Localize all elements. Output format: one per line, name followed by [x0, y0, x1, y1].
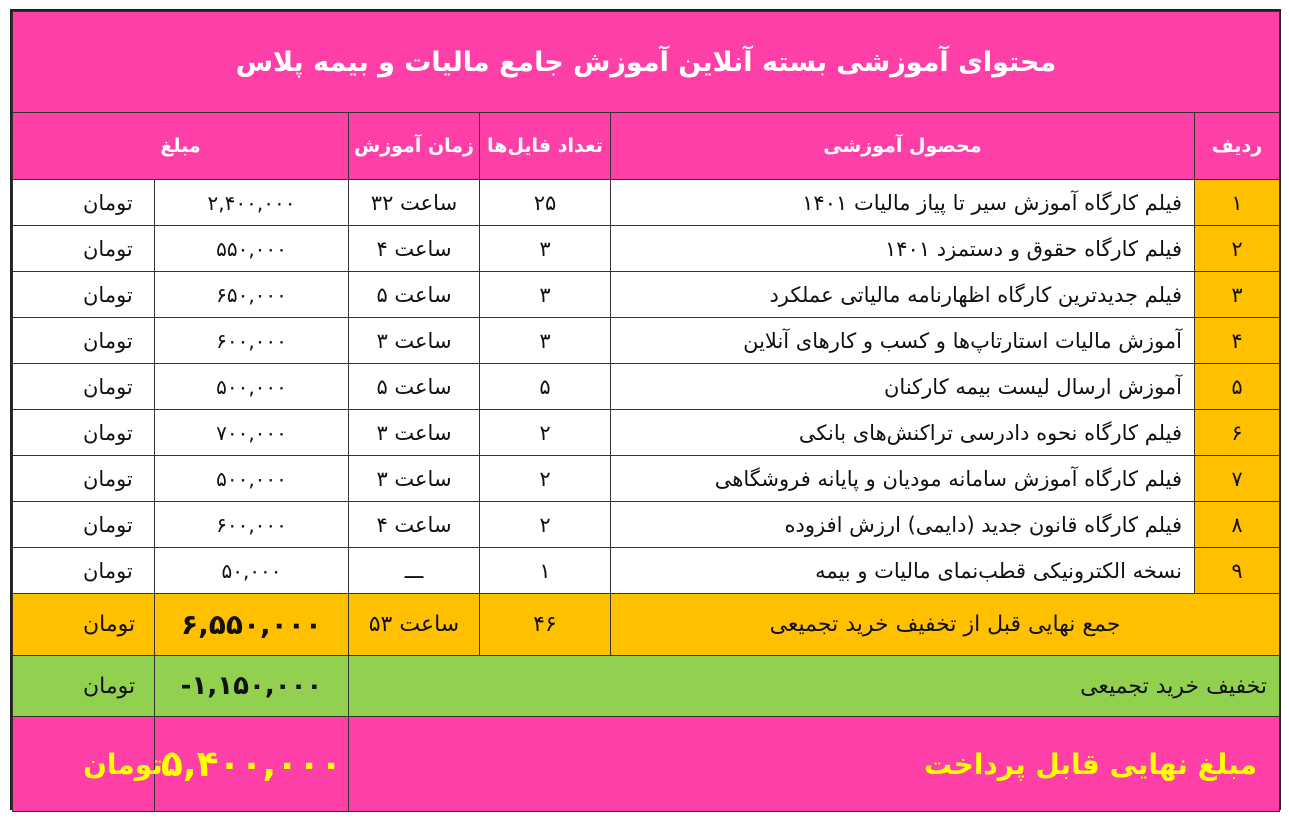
final-label: مبلغ نهایی قابل پرداخت [349, 717, 1280, 812]
table-row [13, 226, 1280, 272]
row-price: ۵۰,۰۰۰ [155, 548, 349, 594]
row-radif: ۴ [1195, 318, 1280, 364]
price-table [12, 11, 1280, 812]
row-currency: تومان [13, 502, 155, 548]
table-row [13, 502, 1280, 548]
row-price: ۲,۴۰۰,۰۰۰ [155, 180, 349, 226]
row-radif: ۶ [1195, 410, 1280, 456]
row-duration: ۳ ساعت [349, 318, 480, 364]
row-product: فیلم جدیدترین کارگاه اظهارنامه مالیاتی عملکرد [611, 272, 1195, 318]
row-duration: ۳ ساعت [349, 410, 480, 456]
row-files: ۲ [480, 456, 611, 502]
row-duration: ۵ ساعت [349, 272, 480, 318]
row-product: آموزش مالیات استارتاپ‌ها و کسب و کارهای آنلاین [611, 318, 1195, 364]
row-currency: تومان [13, 456, 155, 502]
table-row [13, 364, 1280, 410]
row-files: ۵ [480, 364, 611, 410]
row-price: ۶۰۰,۰۰۰ [155, 318, 349, 364]
row-files: ۲۵ [480, 180, 611, 226]
row-product: فیلم کارگاه حقوق و دستمزد ۱۴۰۱ [611, 226, 1195, 272]
row-product: فیلم کارگاه قانون جدید (دایمی) ارزش افزوده [611, 502, 1195, 548]
discount-row [13, 656, 1280, 717]
row-radif: ۱ [1195, 180, 1280, 226]
header-radif: ردیف [1195, 113, 1280, 180]
row-product: فیلم کارگاه آموزش سیر تا پیاز مالیات ۱۴۰۱ [611, 180, 1195, 226]
row-radif: ۲ [1195, 226, 1280, 272]
row-currency: تومان [13, 410, 155, 456]
row-price: ۷۰۰,۰۰۰ [155, 410, 349, 456]
summary-price: ۶,۵۵۰,۰۰۰ [155, 594, 349, 656]
table-row [13, 548, 1280, 594]
row-radif: ۸ [1195, 502, 1280, 548]
header-files: تعداد فایل‌ها [480, 113, 611, 180]
row-price: ۶۰۰,۰۰۰ [155, 502, 349, 548]
discount-label: تخفیف خرید تجمیعی [349, 656, 1280, 717]
summary-row [13, 594, 1280, 656]
table-row [13, 180, 1280, 226]
header-product: محصول آموزشی [611, 113, 1195, 180]
row-files: ۳ [480, 226, 611, 272]
row-currency: تومان [13, 226, 155, 272]
table-row [13, 456, 1280, 502]
row-radif: ۷ [1195, 456, 1280, 502]
row-product: فیلم کارگاه نحوه دادرسی تراکنش‌های بانکی [611, 410, 1195, 456]
row-files: ۳ [480, 318, 611, 364]
table-row [13, 318, 1280, 364]
row-radif: ۵ [1195, 364, 1280, 410]
row-radif: ۹ [1195, 548, 1280, 594]
row-duration: ۴ ساعت [349, 226, 480, 272]
row-product: فیلم کارگاه آموزش سامانه مودیان و پایانه فروشگاهی [611, 456, 1195, 502]
table-title: محتوای آموزشی بسته آنلاین آموزش جامع مالیات و بیمه پلاس [13, 12, 1280, 113]
row-price: ۵۵۰,۰۰۰ [155, 226, 349, 272]
summary-label: جمع نهایی قبل از تخفیف خرید تجمیعی [611, 594, 1280, 656]
row-duration: ۵ ساعت [349, 364, 480, 410]
header-duration: زمان آموزش [349, 113, 480, 180]
discount-currency: تومان [13, 656, 155, 717]
summary-currency: تومان [13, 594, 155, 656]
final-price: ۵,۴۰۰,۰۰۰ [155, 717, 349, 812]
row-product: نسخه الکترونیکی قطب‌نمای مالیات و بیمه [611, 548, 1195, 594]
row-radif: ۳ [1195, 272, 1280, 318]
price-table-frame [10, 9, 1281, 810]
row-currency: تومان [13, 272, 155, 318]
row-price: ۵۰۰,۰۰۰ [155, 456, 349, 502]
row-files: ۲ [480, 410, 611, 456]
table-row [13, 272, 1280, 318]
row-product: آموزش ارسال لیست بیمه کارکنان [611, 364, 1195, 410]
table-row [13, 410, 1280, 456]
row-currency: تومان [13, 318, 155, 364]
row-currency: تومان [13, 180, 155, 226]
row-duration: ۳۲ ساعت [349, 180, 480, 226]
header-price: مبلغ [13, 113, 349, 180]
row-duration: ۴ ساعت [349, 502, 480, 548]
row-currency: تومان [13, 364, 155, 410]
summary-duration: ۵۳ ساعت [349, 594, 480, 656]
row-files: ۱ [480, 548, 611, 594]
row-files: ۳ [480, 272, 611, 318]
row-price: ۵۰۰,۰۰۰ [155, 364, 349, 410]
discount-price: -۱,۱۵۰,۰۰۰ [155, 656, 349, 717]
row-currency: تومان [13, 548, 155, 594]
final-currency: تومان [13, 717, 155, 812]
final-row [13, 717, 1280, 812]
row-duration: ۳ ساعت [349, 456, 480, 502]
summary-files: ۴۶ [480, 594, 611, 656]
row-price: ۶۵۰,۰۰۰ [155, 272, 349, 318]
row-files: ۲ [480, 502, 611, 548]
row-duration: ـــ [349, 548, 480, 594]
